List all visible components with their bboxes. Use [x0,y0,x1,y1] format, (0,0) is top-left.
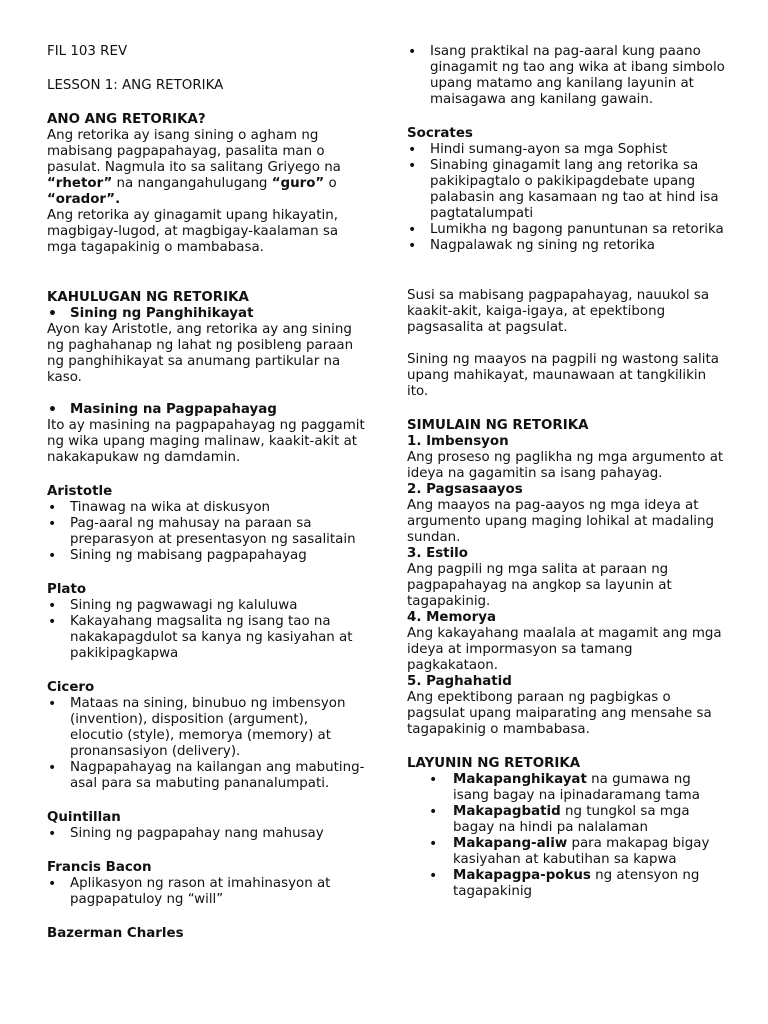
intro-paragraph-1: Ang retorika ay isang sining o agham ng mabisang pagpapahayag, pasalita man o pasulat. Nagmula ito sa salitang Griyego na “rhetor” na nangangahulugang “guro” o “orador”. [47,128,341,207]
course-code: FIL 103 REV [47,44,128,59]
bazerman-list [407,44,727,108]
list-item: • Masining na Pagpapahayag [47,402,365,418]
list-item: • Sining ng pagwawagi ng kaluluwa [47,598,365,614]
simulain-title-3: 3. Estilo [407,546,468,561]
simulain-title-2: 2. Pagsasaayos [407,482,523,497]
simulain-text-2: Ang maayos na pag-aayos ng mga ideya at argumento upang maging lohikal at madaling sundan. [407,498,714,545]
bacon-list [47,876,365,908]
simulain-title-4: 4. Memorya [407,610,496,625]
cicero-list [47,696,365,792]
list-item: • Lumikha ng bagong panuntunan sa retorika [407,222,727,238]
list-item: • Tinawag na wika at diskusyon [47,500,365,516]
left-column [47,44,365,942]
layunin-heading: LAYUNIN NG RETORIKA [407,756,581,771]
list-item: • Aplikasyon ng rason at imahinasyon at pagpapatuloy ng “will” [47,876,365,908]
kahulugan-text-2: Ito ay masining na pagpapahayag ng paggamit ng wika upang maging malinaw, kaakit-akit at nakakapukaw ng damdamin. [47,418,365,465]
simulain-title-1: 1. Imbensyon [407,434,509,449]
simulain-heading: SIMULAIN NG RETORIKA [407,418,589,433]
kahulugan-text-1: Ayon kay Aristotle, ang retorika ay ang sining ng paghahanap ng lahat ng posibleng paraan ng panghihikayat sa anumang partikular na kaso. [47,322,354,385]
list-item: • Sinabing ginagamit lang ang retorika sa pakikipagtalo o pakikipagdebate upang palabasin ang kasamaan ng tao at hind isa pagtatalumpati [407,158,727,222]
simulain-text-3: Ang pagpili ng mga salita at paraan ng pagpapahayag na angkop sa layunin at tagapakinig. [407,562,672,609]
simulain-text-5: Ang epektibong paraan ng pagbigkas o pagsulat upang maiparating ang mensahe sa tagapakinig o mambabasa. [407,690,712,737]
quintillan-list [47,826,365,842]
aristotle-heading: Aristotle [47,484,113,499]
kahulugan-list-1 [47,306,365,322]
list-item: • Makapagpa-pokus ng atensyon ng tagapakinig [407,868,727,900]
list-item: • Hindi sumang-ayon sa mga Sophist [407,142,727,158]
list-item: • Makapanghikayat na gumawa ng isang bagay na ipinadaramang tama [407,772,727,804]
socrates-heading: Socrates [407,126,473,141]
kahulugan-heading: KAHULUGAN NG RETORIKA [47,290,249,305]
socrates-list [407,142,727,254]
list-item: • Isang praktikal na pag-aaral kung paano ginagamit ng tao ang wika at ibang simbolo upang matamo ang kanilang layunin at maisagawa ang kanilang gawain. [407,44,727,108]
cicero-heading: Cicero [47,680,95,695]
list-item: • Sining ng mabisang pagpapahayag [47,548,365,564]
quintillan-heading: Quintillan [47,810,121,825]
list-item: • Kakayahang magsalita ng isang tao na nakakapagdulot sa kanya ng kasiyahan at pakikipagkapwa [47,614,365,662]
bazerman-heading: Bazerman Charles [47,926,184,941]
plato-list [47,598,365,662]
intro-paragraph-2: Ang retorika ay ginagamit upang hikayatin, magbigay-lugod, at magbigay-kaalaman sa mga tagapakinig o mambabasa. [47,208,339,255]
layunin-list [407,772,727,900]
susi-paragraph-1: Susi sa mabisang pagpapahayag, nauukol sa kaakit-akit, kaiga-igaya, at epektibong pagsasalita at pagsulat. [407,288,710,335]
simulain-text-1: Ang proseso ng paglikha ng mga argumento at ideya na gagamitin sa isang pahayag. [407,450,724,481]
intro-heading: ANO ANG RETORIKA? [47,112,206,127]
list-item: • Makapang-aliw para makapag bigay kasiyahan at kabutihan sa kapwa [407,836,727,868]
bacon-heading: Francis Bacon [47,860,152,875]
list-item: • Nagpapahayag na kailangan ang mabuting-asal para sa mabuting pananalumpati. [47,760,365,792]
list-item: • Makapagbatid ng tungkol sa mga bagay na hindi pa nalalaman [407,804,727,836]
lesson-title: LESSON 1: ANG RETORIKA [47,78,224,93]
right-column [407,44,727,900]
aristotle-list [47,500,365,564]
plato-heading: Plato [47,582,87,597]
simulain-text-4: Ang kakayahang maalala at magamit ang mga ideya at impormasyon sa tamang pagkakataon. [407,626,722,673]
list-item: • Sining ng pagpapahay nang mahusay [47,826,365,842]
list-item: • Pag-aaral ng mahusay na paraan sa preparasyon at presentasyon ng sasalitain [47,516,365,548]
kahulugan-list-2 [47,402,365,418]
list-item: • Mataas na sining, binubuo ng imbensyon (invention), disposition (argument), elocutio (style), memorya (memory) at pronansasiyon (delivery). [47,696,365,760]
susi-paragraph-2: Sining ng maayos na pagpili ng wastong salita upang mahikayat, maunawaan at tangkilikin ito. [407,352,719,399]
list-item: • Nagpalawak ng sining ng retorika [407,238,727,254]
simulain-title-5: 5. Paghahatid [407,674,512,689]
list-item: • Sining ng Panghihikayat [47,306,365,322]
